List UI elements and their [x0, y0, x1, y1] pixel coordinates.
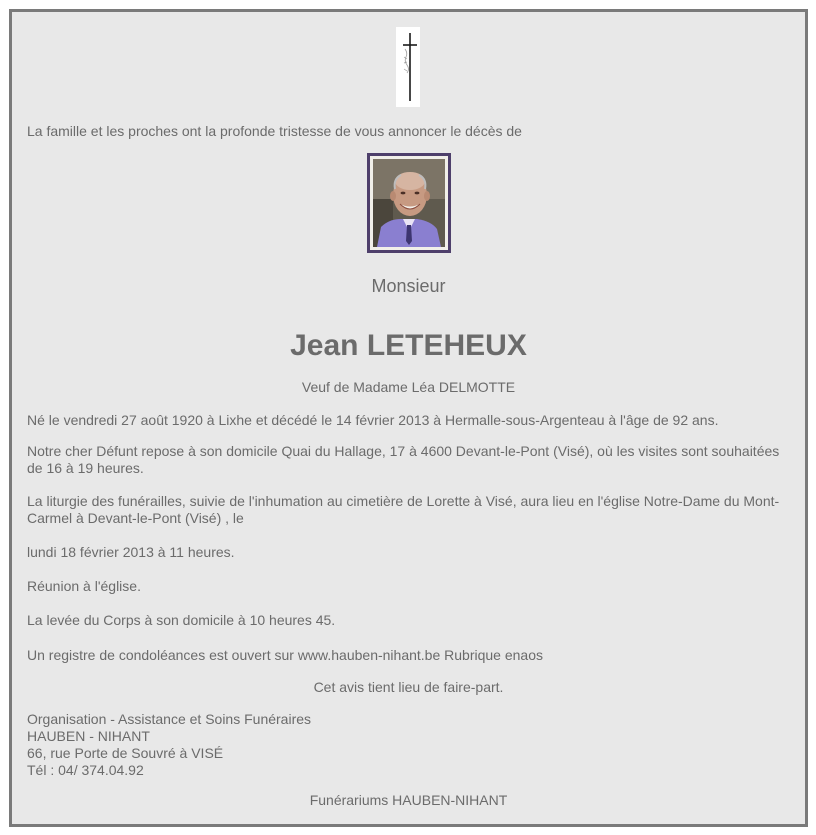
organisation-title: Organisation - Assistance et Soins Funéraires	[27, 711, 312, 727]
cross-icon	[396, 27, 420, 107]
organisation-phone: Tél : 04/ 374.04.92	[27, 762, 144, 778]
condolences-text: Un registre de condoléances est ouvert sur www.hauben-nihant.be Rubrique enaos	[27, 647, 543, 663]
organisation-name: HAUBEN - NIHANT	[27, 728, 150, 744]
organisation-block	[27, 711, 787, 779]
obituary-notice	[9, 9, 808, 827]
resting-text: Notre cher Défunt repose à son domicile Quai du Hallage, 17 à 4600 Devant-le-Pont (Visé), où les visites sont souhaitées de 16 à 19 heures.	[27, 443, 780, 476]
deceased-name: Jean LETEHEUX	[290, 329, 527, 362]
organisation-address: 66, rue Porte de Souvré à VISÉ	[27, 745, 224, 761]
liturgy-text: La liturgie des funérailles, suivie de l'inhumation au cimetière de Lorette à Visé, aura lieu en l'église Notre-Dame du Mont-Carmel à Devant-le-Pont (Visé) , le	[27, 493, 780, 526]
footer-text: Funérariums HAUBEN-NIHANT	[309, 792, 508, 808]
honorific: Monsieur	[371, 276, 446, 296]
portrait-photo	[367, 153, 451, 253]
notice-text: Cet avis tient lieu de faire-part.	[313, 679, 504, 695]
birth-death-text: Né le vendredi 27 août 1920 à Lixhe et décédé le 14 février 2013 à Hermalle-sous-Argenteau à l'âge de 92 ans.	[27, 412, 719, 428]
spouse-line: Veuf de Madame Léa DELMOTTE	[301, 379, 516, 395]
funeral-date-text: lundi 18 février 2013 à 11 heures.	[27, 544, 235, 560]
body-removal-text: La levée du Corps à son domicile à 10 heures 45.	[27, 612, 336, 628]
meeting-text: Réunion à l'église.	[27, 578, 141, 594]
intro-text: La famille et les proches ont la profonde tristesse de vous annoncer le décès de	[27, 123, 522, 139]
